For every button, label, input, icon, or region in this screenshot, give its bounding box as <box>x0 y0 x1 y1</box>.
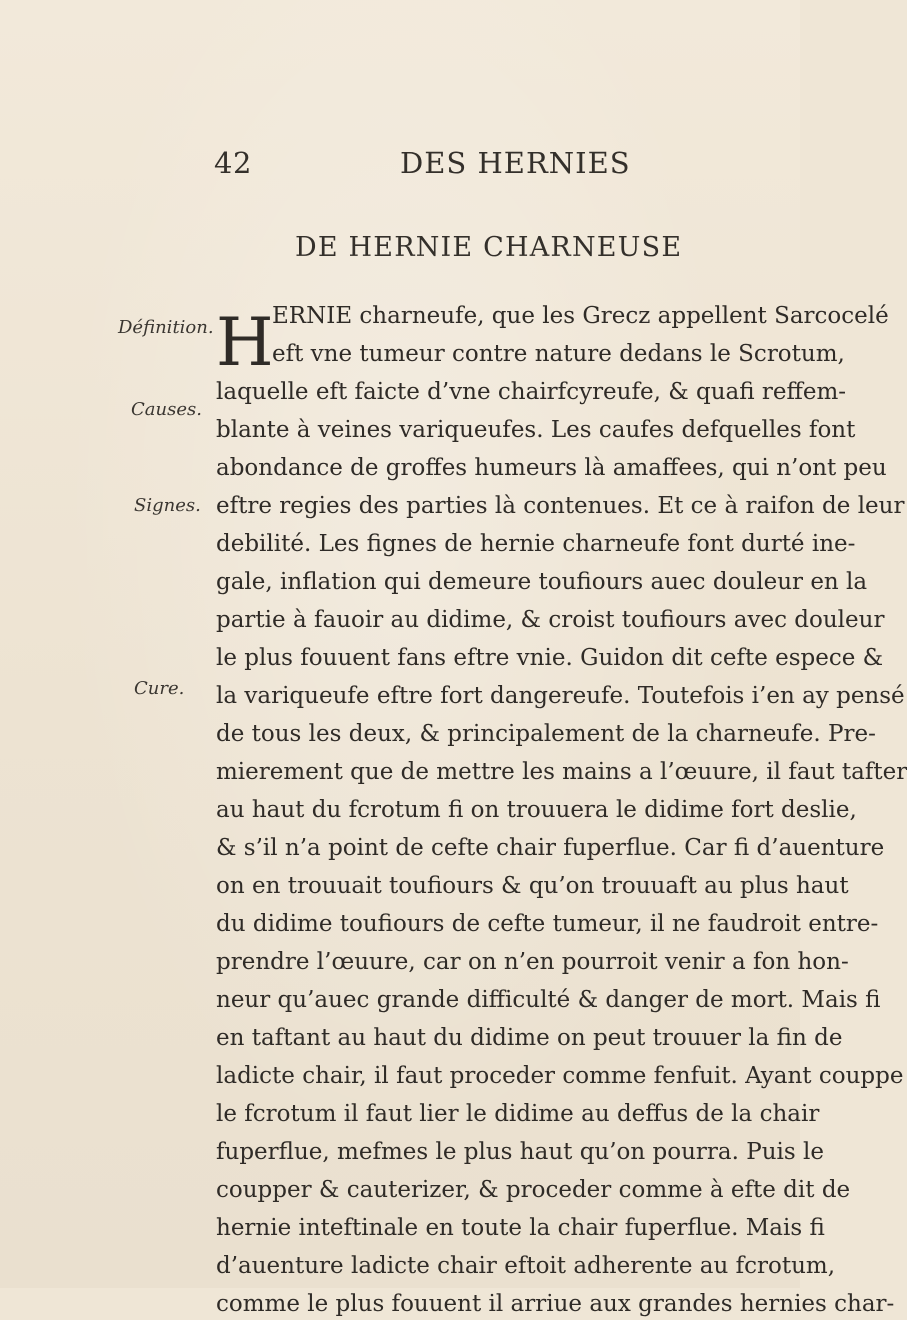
text-line: ladicte chair, il faut proceder comme fenfuit. Ayant couppe <box>216 1063 904 1089</box>
section-title: DE HERNIE CHARNEUSE <box>295 232 683 263</box>
text-line: gale, inflation qui demeure toufiours auec douleur en la <box>216 569 868 595</box>
text-line: en taftant au haut du didime on peut trouuer la fin de <box>216 1025 843 1051</box>
text-line: mierement que de mettre les mains a l’œuure, il faut tafter <box>216 759 907 785</box>
text-line: debilité. Les fignes de hernie charneufe font durté ine- <box>216 531 856 557</box>
text-line: eftre regies des parties là contenues. Et ce à raifon de leur <box>216 493 905 519</box>
text-line: le plus fouuent fans eftre vnie. Guidon dit cefte espece & <box>216 645 884 671</box>
text-line: & s’il n’a point de cefte chair fuperflue. Car fi d’auenture <box>216 835 885 861</box>
running-head <box>214 146 634 182</box>
text-line: prendre l’œuure, car on n’en pourroit venir a fon hon- <box>216 949 849 975</box>
text-line: blante à veines variqueufes. Les caufes defquelles font <box>216 417 856 443</box>
margin-note-signes: Signes. <box>134 495 201 516</box>
text-line: laquelle eft faicte d’vne chairfcyreufe, & quafi reffem- <box>216 379 847 405</box>
text-line: partie à fauoir au didime, & croist toufiours avec douleur <box>216 607 885 633</box>
text-line: comme le plus fouuent il arriue aux grandes hernies char- <box>216 1291 895 1317</box>
running-title: DES HERNIES <box>400 146 631 180</box>
text-line: le fcrotum il faut lier le didime au deffus de la chair <box>216 1101 820 1127</box>
margin-note-definition: Définition. <box>118 317 214 338</box>
text-line: coupper & cauterizer, & proceder comme à efte dit de <box>216 1177 851 1203</box>
text-line: abondance de groffes humeurs là amaffees, qui n’ont peu <box>216 455 887 481</box>
text-line: la variqueufe eftre fort dangereufe. Toutefois i’en ay pensé <box>216 683 905 709</box>
margin-note-causes: Causes. <box>131 399 202 420</box>
text-line: hernie inteftinale en toute la chair fuperflue. Mais fi <box>216 1215 825 1241</box>
text-line: du didime toufiours de cefte tumeur, il ne faudroit entre- <box>216 911 879 937</box>
text-line: on en trouuait toufiours & qu’on trouuaft au plus haut <box>216 873 849 899</box>
text-line: au haut du fcrotum fi on trouuera le didime fort deslie, <box>216 797 857 823</box>
text-line: ERNIE charneufe, que les Grecz appellent Sarcocelé <box>272 303 889 329</box>
page-number: 42 <box>214 146 252 180</box>
drop-cap: H <box>216 304 274 381</box>
text-line: neur qu’auec grande difficulté & danger de mort. Mais fi <box>216 987 881 1013</box>
text-line: d’auenture ladicte chair eftoit adherente au fcrotum, <box>216 1253 836 1279</box>
text-line: eft vne tumeur contre nature dedans le Scrotum, <box>272 341 845 367</box>
text-line: de tous les deux, & principalement de la charneufe. Pre- <box>216 721 876 747</box>
text-line: fuperflue, mefmes le plus haut qu’on pourra. Puis le <box>216 1139 824 1165</box>
margin-note-cure: Cure. <box>134 678 185 699</box>
